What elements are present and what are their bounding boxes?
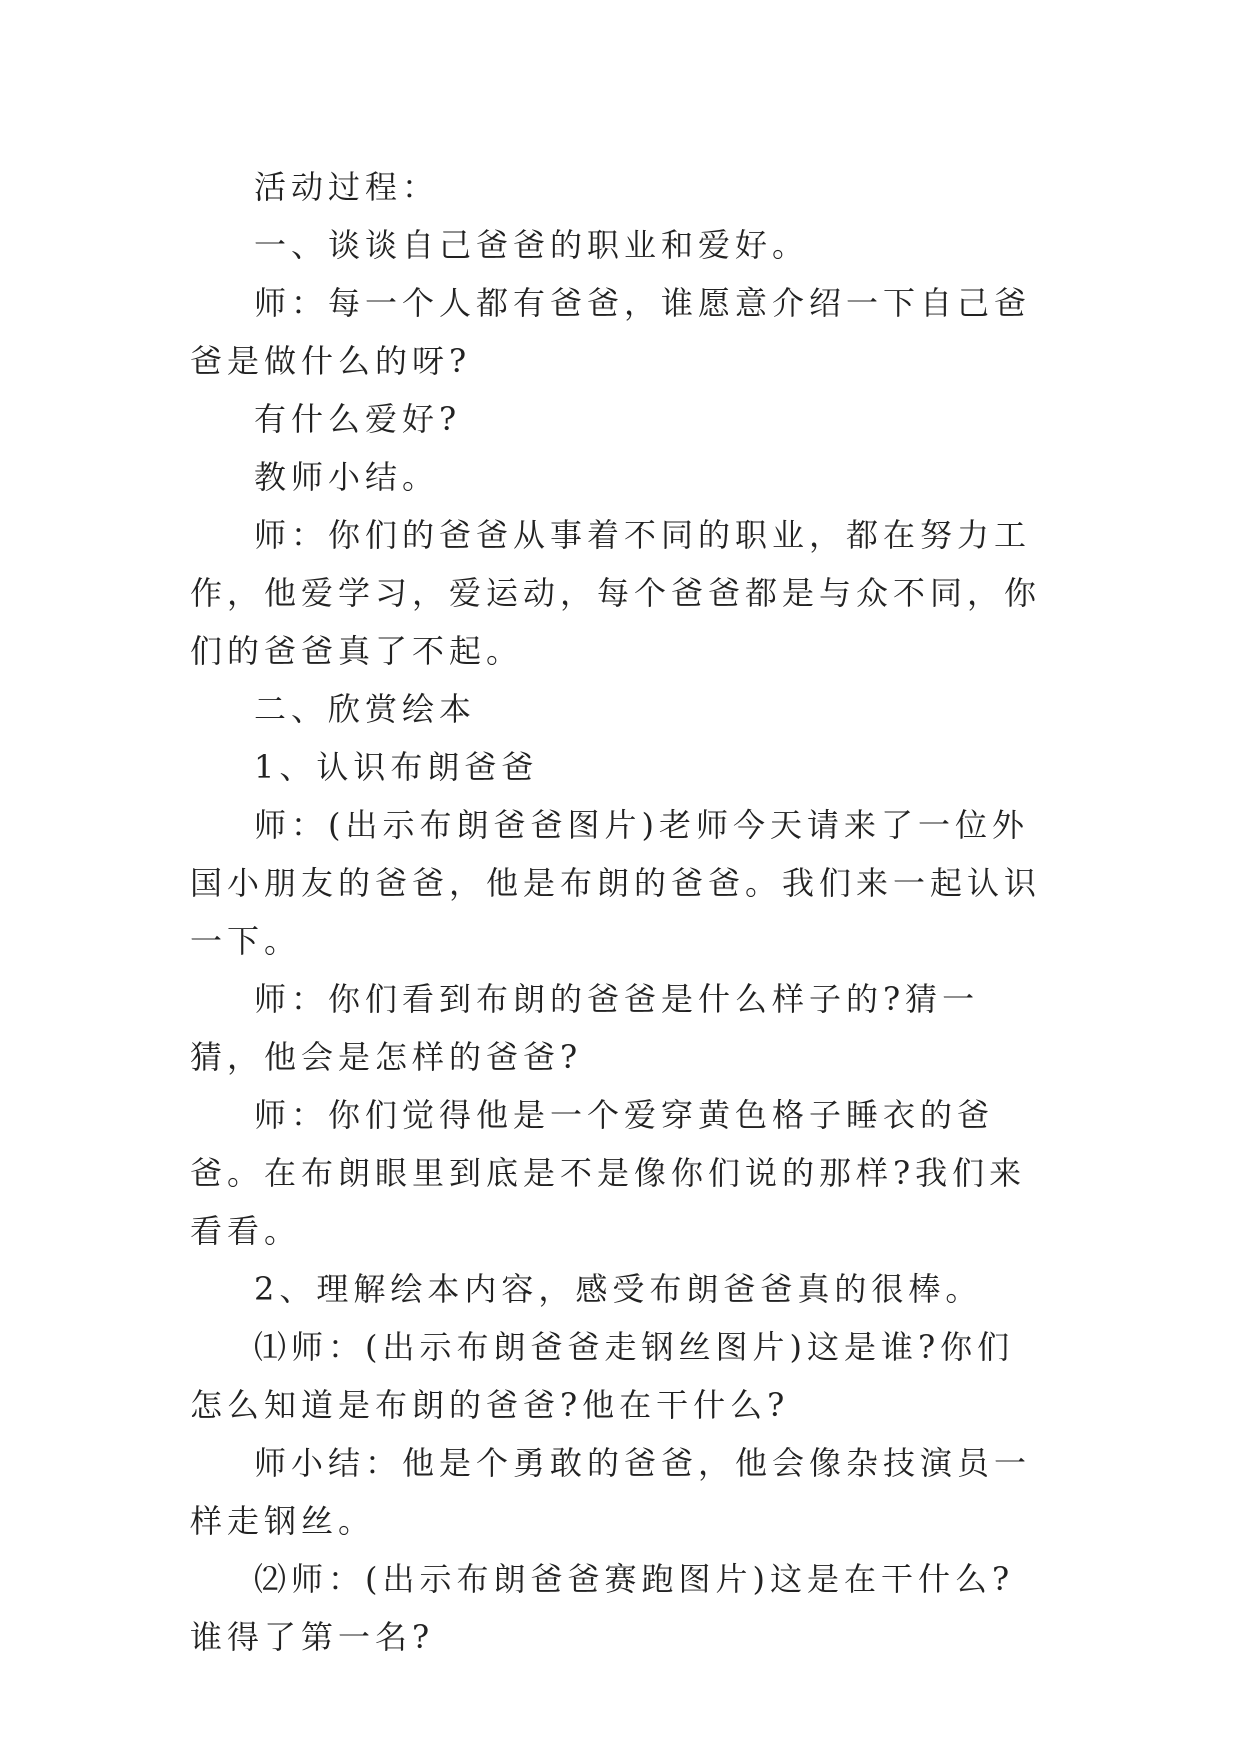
paragraph-tightrope-summary: 师小结：他是个勇敢的爸爸，他会像杂技演员一样走钢丝。 <box>190 1444 1032 1540</box>
paragraph-teacher-introduce-brown: 师：(出示布朗爸爸图片)老师今天请来了一位外国小朋友的爸爸，他是布朗的爸爸。我们来一起认识一下。 <box>190 806 1042 960</box>
paragraph-teacher-pajamas: 师：你们觉得他是一个爱穿黄色格子睡衣的爸爸。在布朗眼里到底是不是像你们说的那样?我们来看看。 <box>190 1096 1027 1250</box>
paragraph-activity-process: 活动过程： <box>254 168 440 206</box>
paragraph-step-one-heading: 1、认识布朗爸爸 <box>254 748 539 786</box>
paragraph-teacher-guess: 师：你们看到布朗的爸爸是什么样子的?猜一猜，他会是怎样的爸爸? <box>190 980 980 1076</box>
paragraph-teacher-summary: 师：你们的爸爸从事着不同的职业，都在努力工作，他爱学习，爱运动，每个爸爸都是与众不同，你们的爸爸真了不起。 <box>190 516 1042 670</box>
paragraph-step-two-heading: 2、理解绘本内容，感受布朗爸爸真的很棒。 <box>254 1270 983 1308</box>
paragraph-teacher-summary-label: 教师小结。 <box>254 458 440 496</box>
document-page <box>190 158 1050 1666</box>
paragraph-race-question: ⑵师：(出示布朗爸爸赛跑图片)这是在干什么?谁得了第一名? <box>190 1560 1015 1656</box>
paragraph-section-one-heading: 一、谈谈自己爸爸的职业和爱好。 <box>254 226 810 264</box>
paragraph-section-two-heading: 二、欣赏绘本 <box>254 690 477 728</box>
paragraph-tightrope-question: ⑴师：(出示布朗爸爸走钢丝图片)这是谁?你们怎么知道是布朗的爸爸?他在干什么? <box>190 1328 1015 1424</box>
paragraph-hobby-question: 有什么爱好? <box>254 400 462 438</box>
paragraph-teacher-question-job: 师：每一个人都有爸爸，谁愿意介绍一下自己爸爸是做什么的呀? <box>190 284 1032 380</box>
